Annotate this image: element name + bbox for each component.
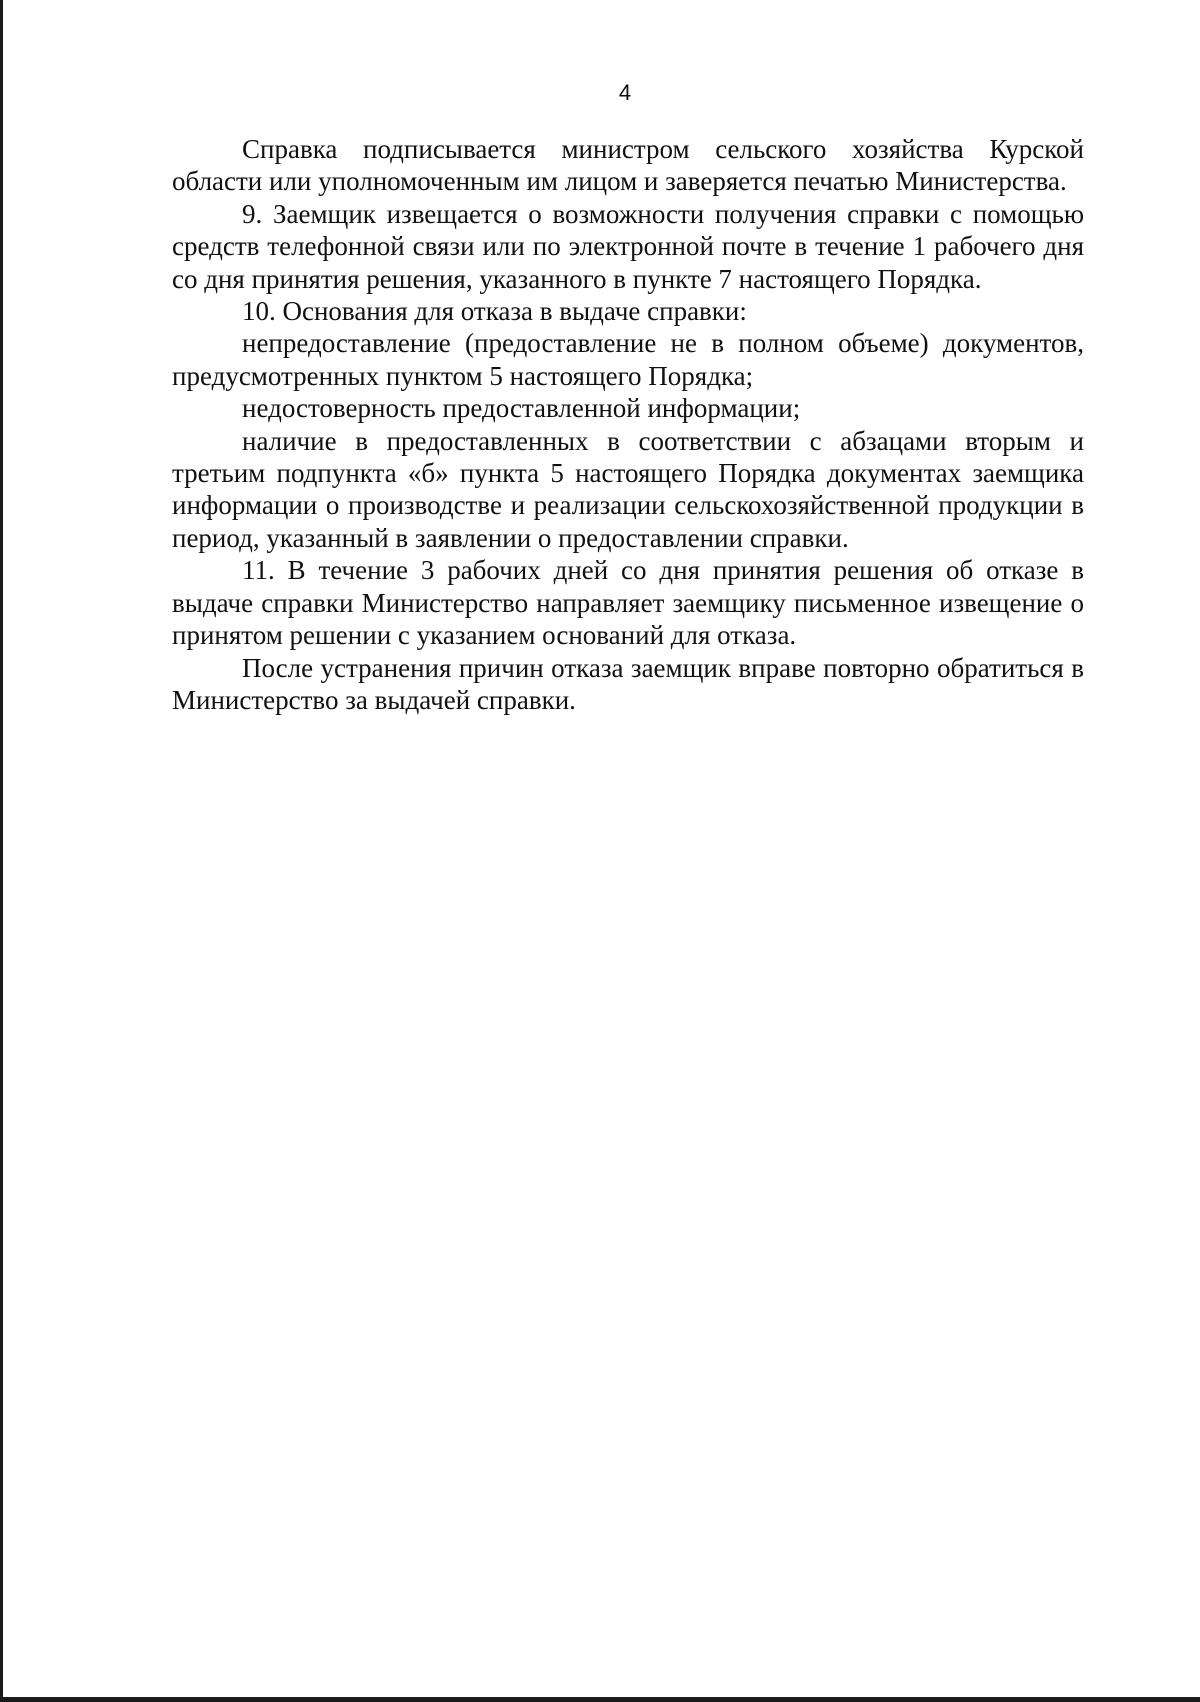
scan-border-bottom [0,1697,1200,1702]
paragraph-refusal-reason-2: недостоверность предоставленной информации; [242,393,801,424]
paragraph-item-10: 10. Основания для отказа в выдаче справки: [242,296,747,327]
paragraph-item-9: 9. Заемщик извещается о возможности получения справки с помощью средств телефонной связи или по электронной почте в течение 1 рабочего дня со дня принятия решения, указанного в пункте 7 настоящего Порядка. [172,198,1084,294]
scan-border-left [0,0,3,1702]
paragraph-refusal-reason-1: непредоставление (предоставление не в полном объеме) документов, предусмотренных пунктом 5 настоящего Порядка; [172,328,1084,391]
paragraph-reapply: После устранения причин отказа заемщик вправе повторно обратиться в Министерство за выдачей справки. [172,652,1084,715]
paragraph-item-11: 11. В течение 3 рабочих дней со дня принятия решения об отказе в выдаче справки Министерство направляет заемщику письменное извещение о принятом решении с указанием оснований для отказа. [172,555,1084,651]
page-number: 4 [618,80,632,105]
document-body [172,133,1084,716]
paragraph-signature: Справка подписывается министром сельского хозяйства Курской области или уполномоченным им лицом и заверяется печатью Министерства. [172,134,1084,197]
paragraph-refusal-reason-3: наличие в предоставленных в соответствии с абзацами вторым и третьим подпункта «б» пункта 5 настоящего Порядка документах заемщика информации о производстве и реализации сельскохозяйственной продукции в период, указанный в заявлении о предоставлении справки. [172,425,1084,553]
